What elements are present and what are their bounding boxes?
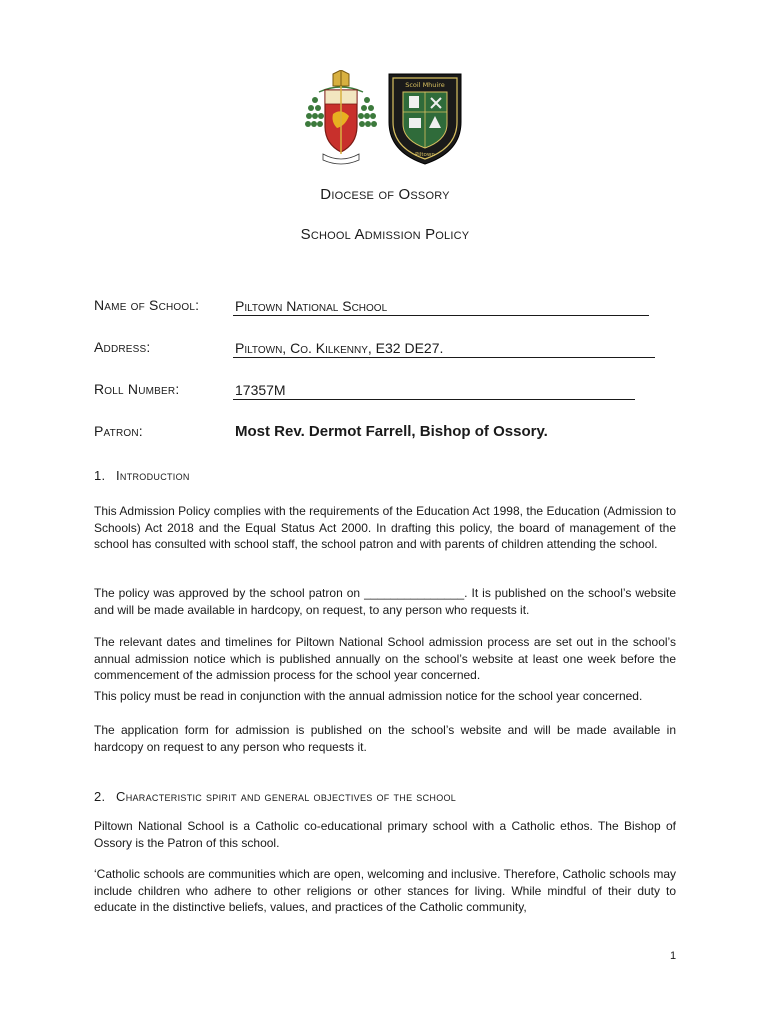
section-1-title: Introduction bbox=[116, 468, 190, 483]
section-2-heading bbox=[94, 789, 456, 804]
address-label: Address: bbox=[94, 339, 151, 355]
roll-number-row bbox=[94, 381, 694, 403]
patron-value: Most Rev. Dermot Farrell, Bishop of Ossory. bbox=[235, 423, 548, 440]
roll-number-label: Roll Number: bbox=[94, 381, 180, 397]
section-1-paragraph-1: This Admission Policy complies with the requirements of the Education Act 1998, the Education (Admission to Schools) Act 2018 and the Equal Status Act 2000. In drafting this policy, the board of management of the school has consulted with school staff, the school patron and with parents of children attending the school. bbox=[94, 504, 676, 551]
section-1-paragraph-2: The policy was approved by the school patron on _______________. It is published on the school’s website and will be made available in hardcopy, on request, to any person who requests it. bbox=[94, 586, 676, 617]
policy-title: School Admission Policy bbox=[300, 226, 470, 243]
section-1-heading bbox=[94, 468, 190, 483]
patron-label: Patron: bbox=[94, 423, 143, 439]
section-1-number: 1. bbox=[94, 468, 106, 483]
diocese-coat-of-arms-icon bbox=[305, 70, 377, 168]
school-name-row bbox=[94, 297, 694, 319]
school-name-value: Piltown National School bbox=[233, 297, 649, 316]
section-1-paragraph-5: The application form for admission is published on the school’s website and will be made available in hardcopy on request to any person who requests it. bbox=[94, 723, 676, 754]
logos-header bbox=[305, 70, 465, 168]
section-2-number: 2. bbox=[94, 789, 106, 804]
roll-number-value: 17357M bbox=[233, 381, 635, 400]
section-2-paragraph-1: Piltown National School is a Catholic co-educational primary school with a Catholic ethos. The Bishop of Ossory is the Patron of this school. bbox=[94, 819, 676, 850]
diocese-title: Diocese of Ossory bbox=[320, 186, 450, 203]
patron-row bbox=[94, 423, 694, 445]
section-2-title: Characteristic spirit and general objectives of the school bbox=[116, 789, 457, 804]
school-crest-icon bbox=[385, 70, 465, 166]
school-crest-bottom-text: Piltown bbox=[415, 152, 435, 158]
section-1-paragraph-4: This policy must be read in conjunction with the annual admission notice for the school year concerned. bbox=[94, 689, 643, 703]
address-value: Piltown, Co. Kilkenny, E32 DE27. bbox=[233, 339, 655, 358]
school-crest-top-text: Scoil Mhuire bbox=[405, 81, 445, 89]
address-row bbox=[94, 339, 694, 361]
section-2-paragraph-2: ‘Catholic schools are communities which are open, welcoming and inclusive. Therefore, Catholic schools may include children who adhere to other religions or other stances for living. While mindful of their duty to educate in the distinctive beliefs, values, and practices of the Catholic community, bbox=[94, 867, 676, 914]
section-1-paragraph-3: The relevant dates and timelines for Piltown National School admission process are set out in the school’s annual admission notice which is published annually on the school’s website at least one week before the commencement of the admission process for the school year concerned. bbox=[94, 635, 676, 682]
school-name-label: Name of School: bbox=[94, 297, 200, 313]
page-number: 1 bbox=[670, 950, 677, 962]
